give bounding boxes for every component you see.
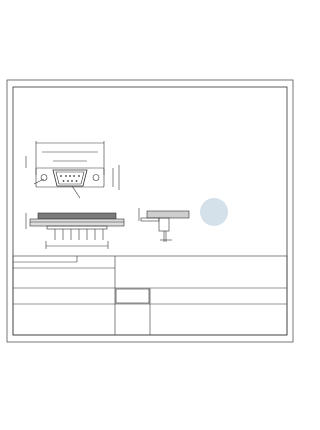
watermark — [200, 198, 228, 226]
title-block — [13, 256, 287, 335]
front-view — [26, 141, 119, 198]
bottom-view — [26, 213, 124, 249]
watermark-circle — [200, 198, 228, 226]
side-view — [139, 208, 189, 242]
